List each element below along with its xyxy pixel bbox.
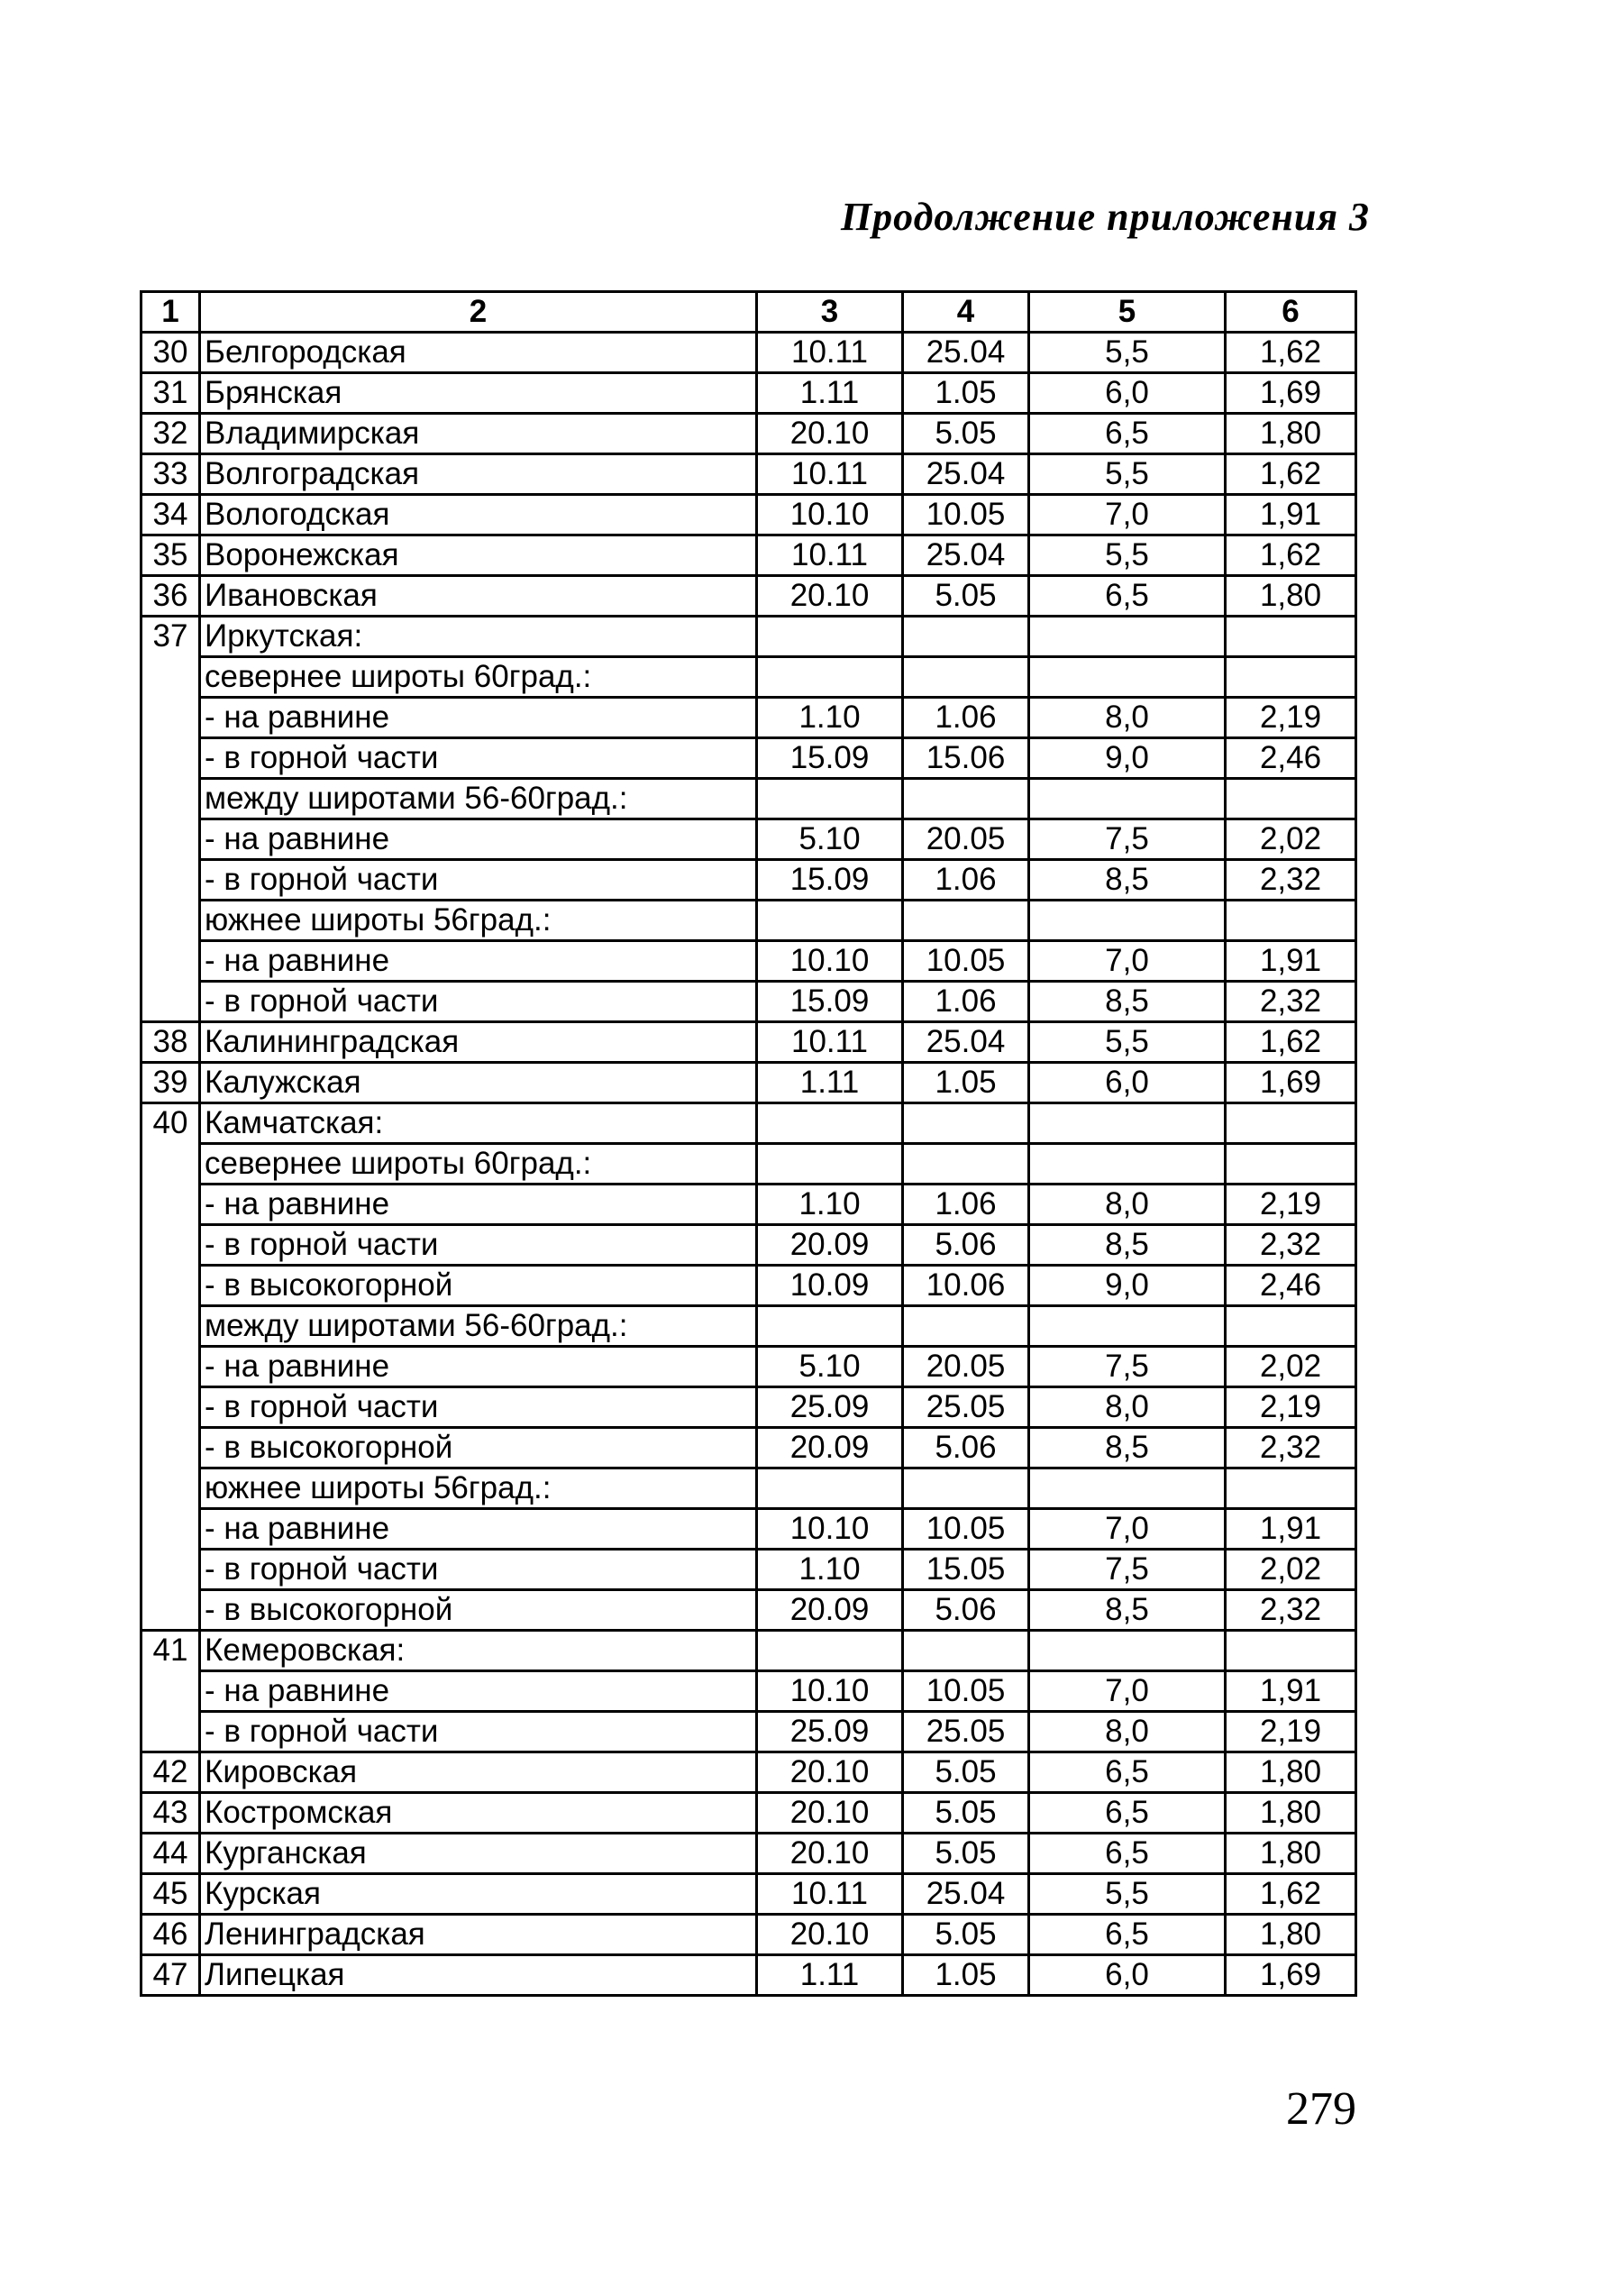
value-col-5: 5,5	[1029, 535, 1226, 576]
value-col-5	[1029, 657, 1226, 698]
region-name: - на равнине	[200, 1509, 757, 1550]
value-col-4: 5.05	[903, 1793, 1029, 1834]
value-col-3: 10.11	[757, 333, 903, 373]
value-col-3: 10.11	[757, 1874, 903, 1915]
value-col-4: 25.05	[903, 1387, 1029, 1428]
table-row	[141, 1752, 1356, 1793]
regions-table	[140, 290, 1357, 1997]
value-col-4: 1.06	[903, 698, 1029, 738]
row-number	[141, 1347, 200, 1387]
value-col-4	[903, 901, 1029, 941]
value-col-4: 20.05	[903, 819, 1029, 860]
table-row	[141, 1347, 1356, 1387]
table-row	[141, 414, 1356, 454]
value-col-6	[1226, 657, 1356, 698]
value-col-6	[1226, 1103, 1356, 1144]
value-col-5: 8,0	[1029, 1387, 1226, 1428]
row-number	[141, 982, 200, 1022]
region-name: Иркутская:	[200, 617, 757, 657]
value-col-4: 1.05	[903, 1063, 1029, 1103]
row-number: 30	[141, 333, 200, 373]
column-header: 3	[757, 292, 903, 333]
value-col-6: 1,80	[1226, 1834, 1356, 1874]
row-number: 37	[141, 617, 200, 657]
value-col-6: 1,62	[1226, 454, 1356, 495]
value-col-4	[903, 1631, 1029, 1671]
table-row	[141, 535, 1356, 576]
value-col-5: 5,5	[1029, 1022, 1226, 1063]
value-col-6: 2,46	[1226, 1266, 1356, 1306]
row-number: 46	[141, 1915, 200, 1955]
value-col-4	[903, 617, 1029, 657]
table-row	[141, 576, 1356, 617]
value-col-4: 10.06	[903, 1266, 1029, 1306]
value-col-6: 1,80	[1226, 414, 1356, 454]
value-col-5: 7,5	[1029, 1347, 1226, 1387]
table-header-row	[141, 292, 1356, 333]
value-col-6: 1,80	[1226, 1752, 1356, 1793]
value-col-3: 20.10	[757, 1915, 903, 1955]
row-number: 31	[141, 373, 200, 414]
value-col-4: 5.06	[903, 1225, 1029, 1266]
region-name: Белгородская	[200, 333, 757, 373]
row-number	[141, 860, 200, 901]
value-col-5: 6,5	[1029, 576, 1226, 617]
region-name: Липецкая	[200, 1955, 757, 1996]
value-col-4: 5.05	[903, 1915, 1029, 1955]
value-col-4	[903, 779, 1029, 819]
row-number	[141, 779, 200, 819]
table-row	[141, 657, 1356, 698]
value-col-6: 1,62	[1226, 1022, 1356, 1063]
region-name: - в высокогорной	[200, 1590, 757, 1631]
table-row	[141, 333, 1356, 373]
value-col-6	[1226, 1631, 1356, 1671]
value-col-3	[757, 617, 903, 657]
value-col-5	[1029, 1631, 1226, 1671]
table-row	[141, 819, 1356, 860]
value-col-4: 25.04	[903, 333, 1029, 373]
row-number	[141, 941, 200, 982]
value-col-4: 1.06	[903, 982, 1029, 1022]
value-col-3	[757, 657, 903, 698]
value-col-4: 5.05	[903, 576, 1029, 617]
row-number	[141, 738, 200, 779]
table-row	[141, 941, 1356, 982]
value-col-4	[903, 1103, 1029, 1144]
row-number: 33	[141, 454, 200, 495]
table-row	[141, 901, 1356, 941]
value-col-6: 1,69	[1226, 1063, 1356, 1103]
row-number	[141, 901, 200, 941]
table-row	[141, 1063, 1356, 1103]
value-col-3: 10.09	[757, 1266, 903, 1306]
value-col-3: 10.10	[757, 495, 903, 535]
value-col-3: 10.10	[757, 941, 903, 982]
row-number: 44	[141, 1834, 200, 1874]
column-header: 2	[200, 292, 757, 333]
value-col-4: 25.04	[903, 1874, 1029, 1915]
region-name: Костромская	[200, 1793, 757, 1834]
row-number	[141, 1468, 200, 1509]
value-col-6: 1,91	[1226, 1671, 1356, 1712]
table-row	[141, 1671, 1356, 1712]
value-col-3: 20.09	[757, 1428, 903, 1468]
region-name: Ивановская	[200, 576, 757, 617]
region-name: Калужская	[200, 1063, 757, 1103]
row-number	[141, 1550, 200, 1590]
region-name: - в горной части	[200, 860, 757, 901]
value-col-3	[757, 779, 903, 819]
row-number: 36	[141, 576, 200, 617]
region-name: между широтами 56-60град.:	[200, 779, 757, 819]
value-col-4: 20.05	[903, 1347, 1029, 1387]
row-number	[141, 1509, 200, 1550]
region-name: - в горной части	[200, 982, 757, 1022]
row-number	[141, 1671, 200, 1712]
table-row	[141, 1306, 1356, 1347]
value-col-3: 10.11	[757, 1022, 903, 1063]
row-number	[141, 1387, 200, 1428]
region-name: - в высокогорной	[200, 1428, 757, 1468]
value-col-4	[903, 1306, 1029, 1347]
value-col-3: 10.11	[757, 535, 903, 576]
value-col-3: 5.10	[757, 819, 903, 860]
table-row	[141, 495, 1356, 535]
table-body	[141, 292, 1356, 1996]
row-number	[141, 1712, 200, 1752]
value-col-3: 25.09	[757, 1712, 903, 1752]
value-col-5: 6,5	[1029, 1793, 1226, 1834]
value-col-6: 2,32	[1226, 1590, 1356, 1631]
region-name: Воронежская	[200, 535, 757, 576]
value-col-6: 1,91	[1226, 941, 1356, 982]
table-row	[141, 1468, 1356, 1509]
row-number	[141, 698, 200, 738]
value-col-3: 20.10	[757, 414, 903, 454]
column-header: 5	[1029, 292, 1226, 333]
region-name: - в горной части	[200, 1225, 757, 1266]
value-col-6: 1,69	[1226, 373, 1356, 414]
row-number	[141, 1428, 200, 1468]
value-col-6: 1,62	[1226, 535, 1356, 576]
value-col-5: 6,5	[1029, 1915, 1226, 1955]
value-col-3: 1.11	[757, 1063, 903, 1103]
value-col-6	[1226, 901, 1356, 941]
table-row	[141, 738, 1356, 779]
row-number: 34	[141, 495, 200, 535]
region-name: Калининградская	[200, 1022, 757, 1063]
column-header: 1	[141, 292, 200, 333]
value-col-4	[903, 657, 1029, 698]
value-col-3	[757, 1468, 903, 1509]
region-name: Вологодская	[200, 495, 757, 535]
value-col-5: 5,5	[1029, 454, 1226, 495]
table-row	[141, 454, 1356, 495]
value-col-5: 8,0	[1029, 698, 1226, 738]
value-col-5: 6,0	[1029, 373, 1226, 414]
value-col-3: 10.10	[757, 1671, 903, 1712]
value-col-3: 1.11	[757, 1955, 903, 1996]
table-row	[141, 1387, 1356, 1428]
value-col-4: 5.06	[903, 1590, 1029, 1631]
region-name: - в горной части	[200, 1712, 757, 1752]
value-col-6	[1226, 1468, 1356, 1509]
value-col-4: 25.04	[903, 535, 1029, 576]
table-row	[141, 1955, 1356, 1996]
value-col-3: 1.10	[757, 1185, 903, 1225]
value-col-5: 5,5	[1029, 1874, 1226, 1915]
value-col-5: 7,0	[1029, 495, 1226, 535]
value-col-3	[757, 1631, 903, 1671]
table-row	[141, 698, 1356, 738]
value-col-5: 8,0	[1029, 1185, 1226, 1225]
region-name: севернее широты 60град.:	[200, 657, 757, 698]
value-col-5: 6,5	[1029, 1752, 1226, 1793]
table-row	[141, 1631, 1356, 1671]
region-name: Кемеровская:	[200, 1631, 757, 1671]
row-number: 32	[141, 414, 200, 454]
value-col-4: 1.05	[903, 1955, 1029, 1996]
value-col-4: 25.04	[903, 454, 1029, 495]
row-number: 45	[141, 1874, 200, 1915]
region-name: - на равнине	[200, 698, 757, 738]
value-col-4	[903, 1144, 1029, 1185]
table-row	[141, 1022, 1356, 1063]
row-number	[141, 1185, 200, 1225]
value-col-5: 9,0	[1029, 1266, 1226, 1306]
value-col-5: 7,5	[1029, 1550, 1226, 1590]
region-name: Владимирская	[200, 414, 757, 454]
row-number	[141, 819, 200, 860]
region-name: Курганская	[200, 1834, 757, 1874]
table-row	[141, 1915, 1356, 1955]
value-col-4: 1.06	[903, 860, 1029, 901]
row-number	[141, 1306, 200, 1347]
value-col-3: 10.11	[757, 454, 903, 495]
value-col-5	[1029, 1103, 1226, 1144]
value-col-3	[757, 901, 903, 941]
row-number	[141, 1266, 200, 1306]
value-col-3: 20.10	[757, 1834, 903, 1874]
value-col-6: 2,32	[1226, 982, 1356, 1022]
row-number	[141, 657, 200, 698]
region-name: Камчатская:	[200, 1103, 757, 1144]
value-col-5: 7,0	[1029, 1671, 1226, 1712]
value-col-6: 2,19	[1226, 1712, 1356, 1752]
value-col-5: 6,0	[1029, 1955, 1226, 1996]
value-col-5: 8,5	[1029, 860, 1226, 901]
table-row	[141, 1874, 1356, 1915]
value-col-4: 10.05	[903, 495, 1029, 535]
value-col-3: 1.10	[757, 1550, 903, 1590]
value-col-4: 10.05	[903, 1509, 1029, 1550]
region-name: между широтами 56-60град.:	[200, 1306, 757, 1347]
row-number: 38	[141, 1022, 200, 1063]
row-number: 43	[141, 1793, 200, 1834]
value-col-5: 8,0	[1029, 1712, 1226, 1752]
value-col-5: 9,0	[1029, 738, 1226, 779]
value-col-6: 2,32	[1226, 860, 1356, 901]
value-col-3	[757, 1103, 903, 1144]
value-col-5: 8,5	[1029, 982, 1226, 1022]
value-col-3: 20.10	[757, 1793, 903, 1834]
row-number	[141, 1225, 200, 1266]
region-name: - в высокогорной	[200, 1266, 757, 1306]
region-name: южнее широты 56град.:	[200, 901, 757, 941]
value-col-4: 15.06	[903, 738, 1029, 779]
value-col-3: 20.09	[757, 1590, 903, 1631]
value-col-4: 5.05	[903, 1752, 1029, 1793]
value-col-5: 7,5	[1029, 819, 1226, 860]
region-name: - в горной части	[200, 1387, 757, 1428]
value-col-5	[1029, 779, 1226, 819]
value-col-5	[1029, 1468, 1226, 1509]
region-name: южнее широты 56град.:	[200, 1468, 757, 1509]
value-col-3: 25.09	[757, 1387, 903, 1428]
region-name: Курская	[200, 1874, 757, 1915]
value-col-3: 15.09	[757, 738, 903, 779]
value-col-4: 10.05	[903, 941, 1029, 982]
value-col-4: 15.05	[903, 1550, 1029, 1590]
region-name: - на равнине	[200, 941, 757, 982]
table-row	[141, 1225, 1356, 1266]
value-col-3: 20.10	[757, 576, 903, 617]
row-number	[141, 1590, 200, 1631]
value-col-3: 15.09	[757, 982, 903, 1022]
value-col-4: 1.06	[903, 1185, 1029, 1225]
value-col-3	[757, 1306, 903, 1347]
value-col-6: 2,32	[1226, 1225, 1356, 1266]
value-col-6	[1226, 779, 1356, 819]
region-name: - в горной части	[200, 1550, 757, 1590]
column-header: 4	[903, 292, 1029, 333]
region-name: - на равнине	[200, 1185, 757, 1225]
value-col-6: 2,19	[1226, 1387, 1356, 1428]
value-col-4: 5.05	[903, 414, 1029, 454]
table-row	[141, 1793, 1356, 1834]
value-col-3: 20.09	[757, 1225, 903, 1266]
table-row	[141, 1550, 1356, 1590]
region-name: севернее широты 60град.:	[200, 1144, 757, 1185]
value-col-5: 8,5	[1029, 1428, 1226, 1468]
value-col-4: 25.05	[903, 1712, 1029, 1752]
page-number: 279	[1286, 2083, 1356, 2135]
value-col-3: 1.10	[757, 698, 903, 738]
value-col-3: 5.10	[757, 1347, 903, 1387]
value-col-3: 1.11	[757, 373, 903, 414]
value-col-6: 2,32	[1226, 1428, 1356, 1468]
value-col-5: 7,0	[1029, 941, 1226, 982]
value-col-5	[1029, 1306, 1226, 1347]
value-col-4	[903, 1468, 1029, 1509]
value-col-6: 1,62	[1226, 333, 1356, 373]
row-number: 47	[141, 1955, 200, 1996]
value-col-4: 1.05	[903, 373, 1029, 414]
region-name: - на равнине	[200, 819, 757, 860]
row-number: 41	[141, 1631, 200, 1671]
region-name: Кировская	[200, 1752, 757, 1793]
value-col-6: 1,80	[1226, 576, 1356, 617]
row-number	[141, 1144, 200, 1185]
value-col-5: 6,0	[1029, 1063, 1226, 1103]
value-col-6: 2,02	[1226, 1347, 1356, 1387]
value-col-6	[1226, 1144, 1356, 1185]
value-col-5: 7,0	[1029, 1509, 1226, 1550]
table-row	[141, 982, 1356, 1022]
value-col-6: 1,91	[1226, 495, 1356, 535]
table-row	[141, 617, 1356, 657]
table-row	[141, 1144, 1356, 1185]
table-row	[141, 1509, 1356, 1550]
table-row	[141, 779, 1356, 819]
row-number: 39	[141, 1063, 200, 1103]
value-col-5	[1029, 901, 1226, 941]
value-col-6: 1,80	[1226, 1793, 1356, 1834]
value-col-4: 5.06	[903, 1428, 1029, 1468]
table-row	[141, 373, 1356, 414]
region-name: - на равнине	[200, 1671, 757, 1712]
table-row	[141, 1428, 1356, 1468]
value-col-5: 6,5	[1029, 414, 1226, 454]
value-col-6	[1226, 1306, 1356, 1347]
table-row	[141, 1185, 1356, 1225]
value-col-5: 8,5	[1029, 1225, 1226, 1266]
value-col-5: 5,5	[1029, 333, 1226, 373]
value-col-5: 8,5	[1029, 1590, 1226, 1631]
region-name: - на равнине	[200, 1347, 757, 1387]
value-col-5	[1029, 1144, 1226, 1185]
table-row	[141, 1266, 1356, 1306]
value-col-3: 10.10	[757, 1509, 903, 1550]
page-heading: Продолжение приложения 3	[840, 195, 1370, 239]
table-row	[141, 860, 1356, 901]
value-col-6: 2,46	[1226, 738, 1356, 779]
value-col-6: 1,91	[1226, 1509, 1356, 1550]
region-name: Ленинградская	[200, 1915, 757, 1955]
table-row	[141, 1103, 1356, 1144]
table-row	[141, 1834, 1356, 1874]
region-name: Волгоградская	[200, 454, 757, 495]
value-col-3: 15.09	[757, 860, 903, 901]
value-col-3: 20.10	[757, 1752, 903, 1793]
value-col-4: 5.05	[903, 1834, 1029, 1874]
value-col-6: 2,02	[1226, 1550, 1356, 1590]
value-col-4: 25.04	[903, 1022, 1029, 1063]
value-col-3	[757, 1144, 903, 1185]
region-name: - в горной части	[200, 738, 757, 779]
table-row	[141, 1712, 1356, 1752]
region-name: Брянская	[200, 373, 757, 414]
value-col-6: 1,80	[1226, 1915, 1356, 1955]
row-number: 40	[141, 1103, 200, 1144]
value-col-6: 1,62	[1226, 1874, 1356, 1915]
table-row	[141, 1590, 1356, 1631]
row-number: 42	[141, 1752, 200, 1793]
value-col-4: 10.05	[903, 1671, 1029, 1712]
value-col-5: 6,5	[1029, 1834, 1226, 1874]
value-col-6: 2,19	[1226, 698, 1356, 738]
row-number: 35	[141, 535, 200, 576]
value-col-6	[1226, 617, 1356, 657]
value-col-6: 2,19	[1226, 1185, 1356, 1225]
value-col-5	[1029, 617, 1226, 657]
column-header: 6	[1226, 292, 1356, 333]
value-col-6: 1,69	[1226, 1955, 1356, 1996]
value-col-6: 2,02	[1226, 819, 1356, 860]
